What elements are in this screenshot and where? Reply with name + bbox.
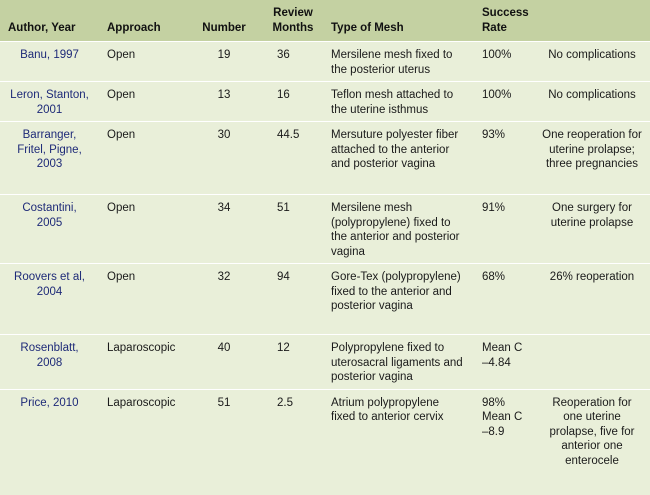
cell-approach: Open xyxy=(107,129,136,141)
cell-months: 94 xyxy=(277,271,290,283)
header-approach: Approach xyxy=(107,21,161,34)
cell-approach: Laparoscopic xyxy=(107,396,176,409)
cell-author: Banu, 1997 xyxy=(20,49,79,61)
cell-mesh: Polypropylene fixed to uterosacral ligaments and posterior vagina xyxy=(331,342,463,383)
cell-complications xyxy=(534,335,650,390)
cell-months: 36 xyxy=(277,49,290,61)
cell-author: Roovers et al, 2004 xyxy=(14,271,85,298)
cell-complications: One surgery for uterine prolapse xyxy=(550,202,634,229)
header-complications xyxy=(534,0,650,42)
cell-rate: 93% xyxy=(482,129,506,141)
cell-number: 32 xyxy=(217,271,231,283)
cell-rate: 68% xyxy=(482,271,506,283)
header-success-rate xyxy=(474,0,534,42)
cell-rate: 91% xyxy=(482,202,506,214)
cell-number: 51 xyxy=(217,396,231,409)
cell-number: 30 xyxy=(217,129,231,141)
header-success-line1: Success xyxy=(482,7,529,19)
cell-complications: One reoperation for uterine prolapse; three pregnancies xyxy=(542,129,642,170)
cell-approach: Open xyxy=(107,202,136,214)
cell-months: 16 xyxy=(277,89,290,101)
cell-rate: 100% xyxy=(482,89,512,101)
cell-mesh: Mersuture polyester fiber attached to the anterior and posterior vagina xyxy=(331,129,459,170)
table-row xyxy=(0,82,650,122)
cell-months: 12 xyxy=(277,342,290,354)
cell-mesh: Teflon mesh attached to the uterine isthmus xyxy=(331,89,454,116)
cell-mesh: Atrium polypropylene fixed to anterior cervix xyxy=(331,396,444,423)
cell-complications: No complications xyxy=(548,49,636,61)
cell-rate: 100% xyxy=(482,49,512,61)
cell-approach: Open xyxy=(107,271,136,283)
cell-months: 44.5 xyxy=(277,129,300,141)
header-row xyxy=(0,0,650,42)
cell-rate: 98% Mean C –8.9 xyxy=(482,396,523,438)
cell-number: 40 xyxy=(217,342,231,354)
cell-approach: Open xyxy=(107,89,136,101)
header-review-months xyxy=(263,0,323,42)
table-row xyxy=(0,195,650,264)
header-review-line2: Months xyxy=(272,21,314,34)
cell-number: 13 xyxy=(217,89,231,101)
cell-months: 2.5 xyxy=(277,396,293,409)
cell-number: 34 xyxy=(217,202,231,214)
cell-number: 19 xyxy=(217,49,231,61)
cell-approach: Laparoscopic xyxy=(107,342,176,354)
table-row xyxy=(0,122,650,195)
cell-approach: Open xyxy=(107,49,136,61)
table-row xyxy=(0,264,650,335)
cell-mesh: Gore-Tex (polypropylene) fixed to the anterior and posterior vagina xyxy=(331,271,461,312)
cell-author: Barranger, Fritel, Pigne, 2003 xyxy=(17,129,82,170)
table-row xyxy=(0,42,650,82)
cell-complications: No complications xyxy=(548,89,636,101)
cell-months: 51 xyxy=(277,202,290,214)
cell-mesh: Mersilene mesh (polypropylene) fixed to the anterior and posterior vagina xyxy=(331,202,460,258)
cell-complications: Reoperation for one uterine prolapse, five for anterior one enterocele xyxy=(549,396,635,467)
header-review-line1: Review xyxy=(273,7,313,19)
cell-rate: Mean C –4.84 xyxy=(482,342,523,369)
cell-author: Leron, Stanton, 2001 xyxy=(10,89,89,116)
cell-author: Price, 2010 xyxy=(20,396,79,409)
table-row xyxy=(0,335,650,390)
cell-complications: 26% reoperation xyxy=(549,271,635,283)
table-row xyxy=(0,389,650,476)
header-author: Author, Year xyxy=(8,21,76,34)
header-number: Number xyxy=(202,21,246,34)
header-success-line2: Rate xyxy=(482,21,507,34)
cell-author: Costantini, 2005 xyxy=(22,202,77,229)
cell-author: Rosenblatt, 2008 xyxy=(20,342,79,369)
header-mesh: Type of Mesh xyxy=(331,21,404,34)
cell-mesh: Mersilene mesh fixed to the posterior uterus xyxy=(331,49,453,76)
